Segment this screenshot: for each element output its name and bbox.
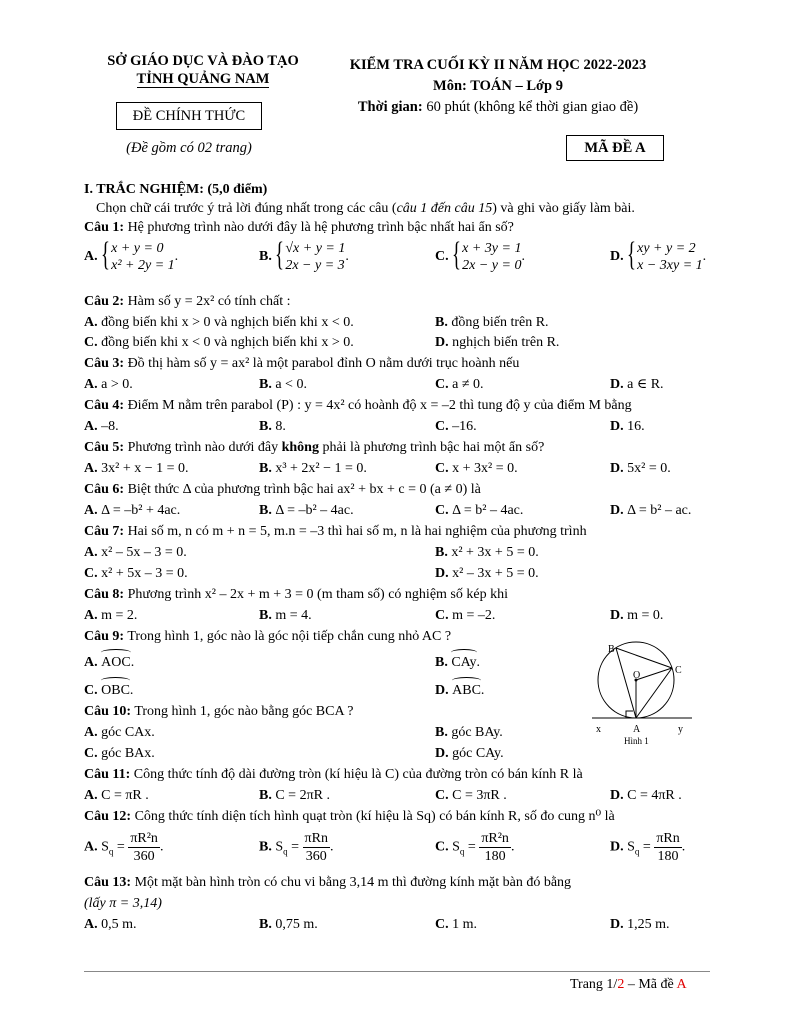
q7-option-b: B. x² + 3x + 5 = 0.: [435, 545, 539, 560]
department-name: SỞ GIÁO DỤC VÀ ĐÀO TẠO: [107, 53, 299, 69]
q8-option-d: D. m = 0.: [610, 608, 664, 623]
q8-option-a: A. m = 2.: [84, 608, 138, 623]
question-9: Câu 9: Trong hình 1, góc nào là góc nội tiếp chắn cung nhỏ AC ?: [84, 629, 452, 644]
q13-note: (lấy π = 3,14): [84, 896, 162, 911]
label-B: B: [608, 644, 615, 655]
q4-option-a: A. –8.: [84, 419, 119, 434]
official-badge: ĐỀ CHÍNH THỨC: [116, 102, 262, 130]
q10-option-d: D. góc CAy.: [435, 746, 504, 761]
figure-caption: Hình 1: [624, 736, 649, 746]
exam-title: KIỂM TRA CUỐI KỲ II NĂM HỌC 2022-2023: [349, 57, 647, 73]
q1-option-b: B. { √x + y = 1 2x − y = 3 .: [259, 236, 349, 273]
q2-option-c: C. đồng biến khi x < 0 và nghịch biến khi x > 0.: [84, 335, 354, 350]
q3-option-a: A. a > 0.: [84, 377, 133, 392]
question-13: Câu 13: Một mặt bàn hình tròn có chu vi bằng 3,14 m thì đường kính mặt bàn đó bằng: [84, 875, 572, 890]
q6-option-d: D. Δ = b² – ac.: [610, 503, 692, 518]
q13-option-b: B. 0,75 m.: [259, 917, 318, 932]
time-label: Thời gian: 60 phút (không kể thời gian giao đề): [357, 99, 639, 115]
question-8: Câu 8: Phương trình x² – 2x + m + 3 = 0 (m tham số) có nghiệm số kép khi: [84, 587, 508, 602]
q12-option-b: B. $S_q$ = $\frac{\text{πRn}}{360}$ .: [259, 831, 334, 864]
label-A: A: [633, 724, 641, 735]
question-11: Câu 11: Công thức tính độ dài đường tròn (kí hiệu là C) của đường tròn có bán kính R là: [84, 767, 583, 782]
q10-option-b: B. góc BAy.: [435, 725, 503, 740]
question-6: Câu 6: Biệt thức Δ của phương trình bậc hai ax² + bx + c = 0 (a ≠ 0) là: [84, 482, 481, 497]
q11-option-a: A. C = πR .: [84, 788, 149, 803]
q3-option-c: C. a ≠ 0.: [435, 377, 484, 392]
q5-option-c: C. x + 3x² = 0.: [435, 461, 518, 476]
q9-option-a: A. AOC.: [84, 653, 134, 673]
q7-option-c: C. x² + 5x – 3 = 0.: [84, 566, 188, 581]
q10-option-c: C. góc BAx.: [84, 746, 155, 761]
question-7: Câu 7: Hai số m, n có m + n = 5, m.n = –3 thì hai số m, n là hai nghiệm của phương trình: [84, 524, 587, 539]
label-x: x: [596, 724, 601, 735]
q9-option-c: C. OBC.: [84, 681, 133, 701]
q6-option-a: A. Δ = –b² + 4ac.: [84, 503, 181, 518]
q10-option-a: A. góc CAx.: [84, 725, 155, 740]
q6-option-c: C. Δ = b² – 4ac.: [435, 503, 524, 518]
exam-code-box: MÃ ĐỀ A: [566, 135, 664, 161]
label-y: y: [678, 724, 683, 735]
q11-option-c: C. C = 3πR .: [435, 788, 507, 803]
q4-option-b: B. 8.: [259, 419, 286, 434]
q4-option-d: D. 16.: [610, 419, 645, 434]
question-4: Câu 4: Điểm M nằm trên parabol (P) : y = 4x² có hoành độ x = –2 thì tung độ y của điểm M bằng: [84, 398, 632, 413]
q2-option-a: A. đồng biến khi x > 0 và nghịch biến khi x < 0.: [84, 315, 354, 330]
q8-option-b: B. m = 4.: [259, 608, 312, 623]
q7-option-d: D. x² – 3x + 5 = 0.: [435, 566, 539, 581]
q1-option-a: A. { x + y = 0 x² + 2y = 1 .: [84, 236, 179, 273]
question-12: Câu 12: Công thức tính diện tích hình quạt tròn (kí hiệu là Sq) có bán kính R, số đo cung n⁰ là: [84, 809, 615, 824]
q1-option-c: C. { x + 3y = 1 2x − y = 0 .: [435, 236, 525, 273]
figure-1-circle-diagram: [588, 640, 698, 752]
question-10: Câu 10: Trong hình 1, góc nào bằng góc BCA ?: [84, 704, 354, 719]
section-title: I. TRẮC NGHIỆM: (5,0 điểm): [84, 182, 268, 197]
q3-option-d: D. a ∈ R.: [610, 377, 664, 392]
q12-option-c: C. $S_q$ = $\frac{\text{πR²n}}{180}$ .: [435, 831, 515, 864]
q5-option-d: D. 5x² = 0.: [610, 461, 671, 476]
label-C: C: [675, 665, 682, 676]
q1-option-d: D. { xy + y = 2 x − 3xy = 1 .: [610, 236, 707, 273]
q6-option-b: B. Δ = –b² – 4ac.: [259, 503, 354, 518]
q2-option-d: D. nghịch biến trên R.: [435, 335, 560, 350]
q13-option-c: C. 1 m.: [435, 917, 478, 932]
label-O: O: [633, 670, 641, 681]
q8-option-c: C. m = –2.: [435, 608, 496, 623]
q13-option-d: D. 1,25 m.: [610, 917, 670, 932]
q11-option-d: D. C = 4πR .: [610, 788, 682, 803]
question-1: Câu 1: Hệ phương trình nào dưới đây là hệ phương trình bậc nhất hai ẩn số?: [84, 220, 514, 235]
province-name: TỈNH QUẢNG NAM: [136, 71, 270, 87]
q9-option-d: D. ABC.: [435, 681, 484, 701]
q2-option-b: B. đồng biến trên R.: [435, 315, 549, 330]
question-3: Câu 3: Đồ thị hàm số y = ax² là một parabol đỉnh O nằm dưới trục hoành nếu: [84, 356, 520, 371]
subject-label: Môn: TOÁN – Lớp 9: [433, 78, 563, 94]
q7-option-a: A. x² – 5x – 3 = 0.: [84, 545, 187, 560]
footer-divider: [84, 971, 710, 972]
segment-BA: [616, 648, 636, 718]
q13-option-a: A. 0,5 m.: [84, 917, 137, 932]
q3-option-b: B. a < 0.: [259, 377, 307, 392]
segment-OC: [636, 668, 672, 680]
pages-note: (Đề gồm có 02 trang): [126, 140, 252, 156]
section-instruction: Chọn chữ cái trước ý trả lời đúng nhất trong các câu (câu 1 đến câu 15) và ghi vào giấy làm bài.: [96, 201, 635, 216]
q5-option-a: A. 3x² + x − 1 = 0.: [84, 461, 189, 476]
question-5: Câu 5: Phương trình nào dưới đây không phải là phương trình bậc hai một ẩn số?: [84, 440, 545, 455]
segment-CA: [636, 668, 672, 718]
page-footer: Trang 1/2 – Mã đề A: [570, 977, 687, 992]
question-2: Câu 2: Hàm số y = 2x² có tính chất :: [84, 294, 291, 309]
q12-option-d: D. $S_q$ = $\frac{\text{πRn}}{180}$ .: [610, 831, 686, 864]
q11-option-b: B. C = 2πR .: [259, 788, 330, 803]
q5-option-b: B. x³ + 2x² − 1 = 0.: [259, 461, 367, 476]
q4-option-c: C. –16.: [435, 419, 477, 434]
q9-option-b: B. CAy.: [435, 653, 480, 673]
segment-BC: [616, 648, 672, 668]
q12-option-a: A. $S_q$ = $\frac{\text{πR²n}}{360}$ .: [84, 831, 164, 864]
